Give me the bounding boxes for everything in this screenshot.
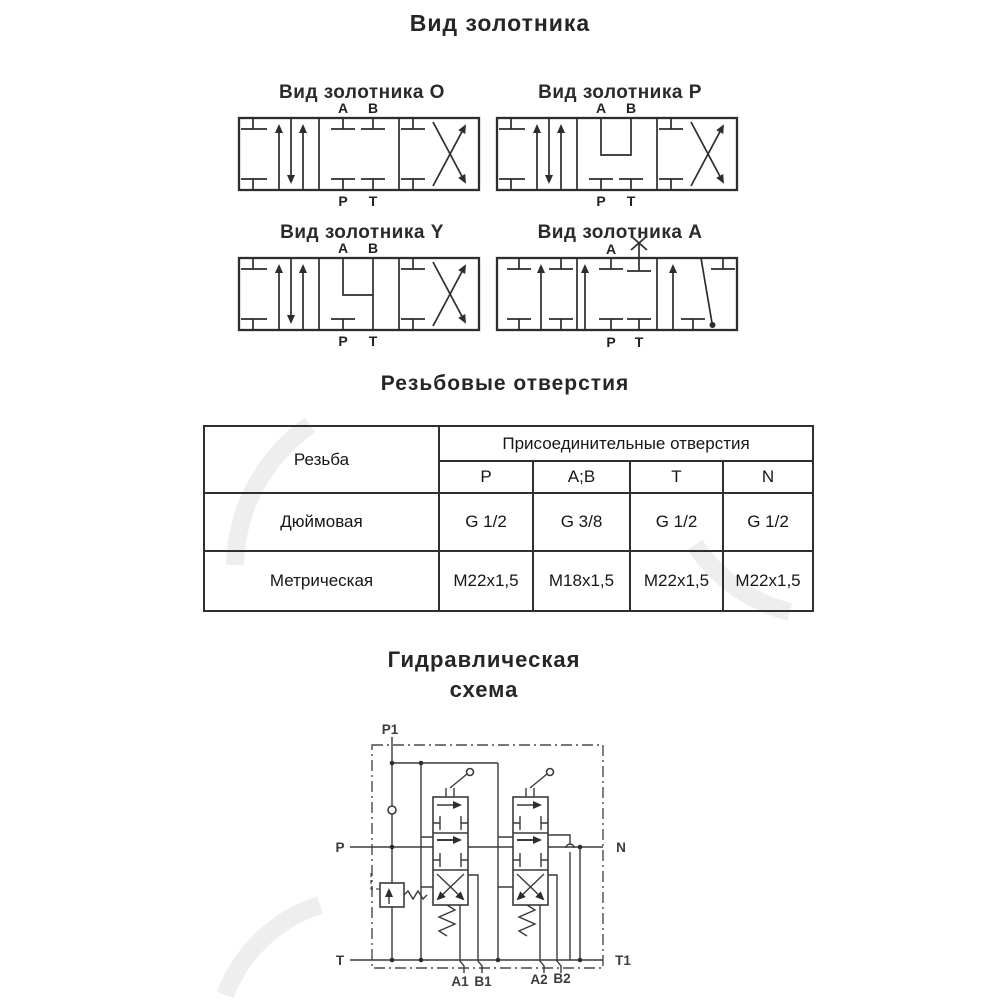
col-header-n: N [723,461,813,493]
port-label-b: B [367,240,379,256]
port-label-t: T [634,334,644,350]
cell-metric-p: M22x1,5 [439,551,533,611]
label-b2: B2 [553,971,571,986]
label-t: T [335,953,345,968]
col-header-p: P [439,461,533,493]
spool-symbol-a [497,258,737,330]
cell-inch-p: G 1/2 [439,493,533,551]
threads-section-title: Резьбовые отверстия [380,372,630,395]
label-p: P [335,840,345,855]
port-label-a: A [605,241,617,257]
lever-icon [526,774,547,797]
valve-diagram-y [237,240,487,362]
col-header-ab: A;B [533,461,630,493]
port-label-t: T [626,193,636,209]
lever-icon [446,774,467,797]
port-label-a: A [337,100,349,116]
spool-symbol-y [239,258,479,330]
valve-caption-a: Вид золотника А [537,222,703,243]
valve-body-boundary [372,745,603,968]
port-label-a: A [595,100,607,116]
spool-symbol-o [239,118,479,190]
row-label-inch: Дюймовая [204,493,439,551]
lever-knob-icon [467,769,474,776]
table-row [204,551,813,611]
port-labels [335,722,631,989]
table-header-connection-holes: Присоединительные отверстия [439,426,813,461]
cell-metric-ab: M18x1,5 [533,551,630,611]
test-port-icon [388,806,396,814]
relief-valve-symbol [371,872,427,907]
label-a2: A2 [530,972,548,987]
col-header-t: T [630,461,723,493]
hydraulic-title-line2: схема [449,677,519,702]
label-n: N [616,840,626,855]
cell-inch-ab: G 3/8 [533,493,630,551]
valve-caption-y: Вид золотника Y [280,222,444,243]
port-label-a: A [337,240,349,256]
hydraulic-schematic [330,715,690,1000]
cell-inch-t: G 1/2 [630,493,723,551]
valve-diagram-p [495,100,745,222]
valve-diagram-a [495,230,745,362]
junction-dots [390,761,583,963]
label-a1: A1 [451,974,469,989]
port-label-b: B [625,100,637,116]
valve-caption-p: Вид золотника Р [538,82,702,103]
hydraulic-section-title [0,645,968,705]
spool-symbol-p [497,118,737,190]
port-label-p: P [606,334,616,350]
port-label-p: P [596,193,606,209]
port-label-t: T [368,333,378,349]
lever-knob-icon [547,769,554,776]
label-p1: P1 [381,722,399,737]
spring-icon [519,905,535,936]
page-title: Вид золотника [409,10,591,36]
port-label-p: P [338,193,348,209]
table-header-thread: Резьба [204,426,439,493]
label-b1: B1 [474,974,492,989]
dcv-section-2 [513,769,554,937]
label-t1: T1 [615,953,631,968]
threads-table [203,425,814,612]
table-row [204,493,813,551]
row-label-metric: Метрическая [204,551,439,611]
circuit-lines [350,737,603,973]
cell-inch-n: G 1/2 [723,493,813,551]
spring-icon [439,905,455,936]
port-label-b: B [367,100,379,116]
valve-diagram-o [237,100,487,222]
plugged-port-icon [627,236,651,271]
hydraulic-title-line1: Гидравлическая [387,647,581,672]
port-label-p: P [338,333,348,349]
cell-metric-n: M22x1,5 [723,551,813,611]
port-label-t: T [368,193,378,209]
cell-metric-t: M22x1,5 [630,551,723,611]
dcv-section-1 [433,769,474,937]
valve-caption-o: Вид золотника О [279,82,445,103]
